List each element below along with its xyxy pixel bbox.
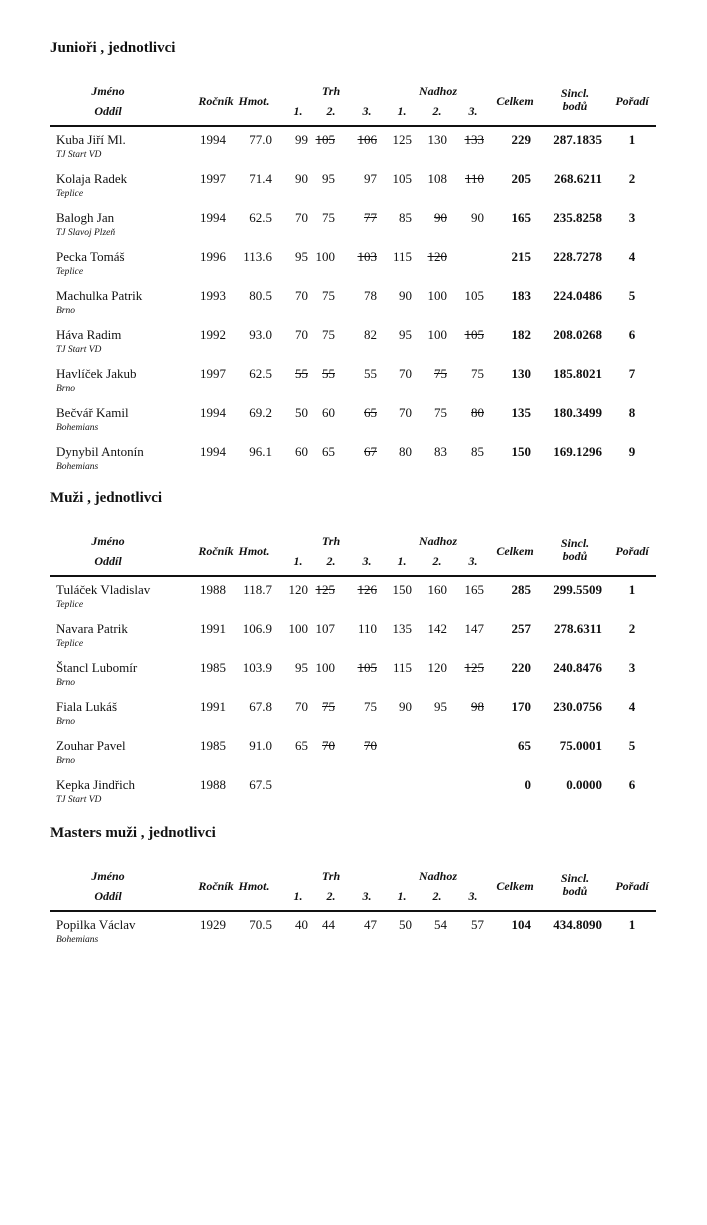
trh-attempt-3: 77: [364, 210, 377, 225]
nadhoz-attempt-2: 100: [427, 288, 447, 303]
nadhoz-attempt-2: 142: [427, 621, 447, 636]
athlete-club: Teplice: [56, 189, 84, 199]
table-row: [50, 444, 656, 482]
athlete-club: Teplice: [56, 639, 84, 649]
header-nadhoz: Nadhoz: [418, 534, 458, 548]
table-row: [50, 210, 656, 248]
header-jmeno: Jméno: [91, 84, 125, 98]
sinclair-points: 278.6311: [553, 621, 602, 636]
rank: 7: [628, 366, 636, 381]
trh-attempt-3: 106: [357, 132, 377, 147]
header-trh-2: 2.: [326, 889, 336, 903]
trh-attempt-3: 65: [364, 405, 377, 420]
sinclair-points: 240.8476: [553, 660, 602, 675]
body-weight: 70.5: [249, 917, 272, 932]
nadhoz-attempt-1: 90: [399, 699, 412, 714]
header-rule: [50, 575, 656, 577]
results-section: [50, 40, 656, 472]
trh-attempt-2: 60: [322, 405, 335, 420]
trh-attempt-3: 105: [357, 660, 377, 675]
trh-attempt-1: 70: [295, 699, 308, 714]
body-weight: 118.7: [243, 582, 272, 597]
total-score: 165: [511, 210, 531, 225]
total-score: 130: [511, 366, 531, 381]
body-weight: 77.0: [249, 132, 272, 147]
sinclair-points: 287.1835: [553, 132, 602, 147]
table-header: [50, 80, 656, 128]
header-nadhoz-3: 3.: [468, 889, 478, 903]
rank: 6: [628, 777, 636, 792]
nadhoz-attempt-2: 75: [434, 366, 447, 381]
nadhoz-attempt-1: 135: [392, 621, 412, 636]
athlete-club: Bohemians: [56, 935, 99, 945]
body-weight: 62.5: [249, 366, 272, 381]
trh-attempt-1: 95: [295, 249, 308, 264]
nadhoz-attempt-1: 50: [399, 917, 412, 932]
sinclair-points: 235.8258: [553, 210, 602, 225]
trh-attempt-3: 78: [364, 288, 377, 303]
header-jmeno: Jméno: [91, 534, 125, 548]
birth-year: 1991: [200, 621, 226, 636]
total-score: 285: [511, 582, 531, 597]
athlete-club: Bohemians: [56, 462, 99, 472]
sinclair-points: 299.5509: [553, 582, 602, 597]
nadhoz-attempt-1: 70: [399, 405, 412, 420]
body-weight: 91.0: [249, 738, 272, 753]
header-nadhoz-2: 2.: [432, 554, 442, 568]
trh-attempt-3: 103: [357, 249, 377, 264]
nadhoz-attempt-3: 125: [464, 660, 484, 675]
sinclair-points: 228.7278: [553, 249, 602, 264]
birth-year: 1985: [200, 738, 226, 753]
nadhoz-attempt-3: 57: [471, 917, 484, 932]
rank: 5: [628, 738, 636, 753]
header-poradi: Pořadí: [615, 94, 649, 108]
section-title: Muži , jednotlivci: [50, 490, 163, 506]
table-row: [50, 777, 656, 815]
trh-attempt-2: 95: [322, 171, 335, 186]
birth-year: 1988: [200, 777, 226, 792]
athlete-name: Popilka Václav: [56, 917, 136, 932]
body-weight: 69.2: [249, 405, 272, 420]
birth-year: 1993: [200, 288, 226, 303]
birth-year: 1994: [200, 405, 226, 420]
body-weight: 71.4: [249, 171, 272, 186]
athlete-club: TJ Start VD: [56, 150, 102, 160]
header-poradi: Pořadí: [615, 879, 649, 893]
total-score: 0: [524, 777, 531, 792]
trh-attempt-2: 100: [315, 660, 335, 675]
trh-attempt-3: 70: [364, 738, 377, 753]
nadhoz-attempt-1: 95: [399, 327, 412, 342]
trh-attempt-3: 47: [364, 917, 377, 932]
total-score: 215: [511, 249, 531, 264]
birth-year: 1997: [200, 171, 226, 186]
header-hmot: Hmot.: [238, 544, 270, 558]
birth-year: 1997: [200, 366, 226, 381]
table-row: [50, 171, 656, 209]
birth-year: 1988: [200, 582, 226, 597]
athlete-name: Pecka Tomáš: [56, 249, 125, 264]
trh-attempt-1: 55: [295, 366, 308, 381]
trh-attempt-2: 75: [322, 327, 335, 342]
nadhoz-attempt-2: 130: [427, 132, 447, 147]
athlete-club: TJ Start VD: [56, 795, 102, 805]
total-score: 182: [511, 327, 531, 342]
sinclair-points: 268.6211: [553, 171, 602, 186]
rank: 1: [628, 582, 636, 597]
trh-attempt-2: 75: [322, 210, 335, 225]
athlete-name: Balogh Jan: [56, 210, 115, 225]
body-weight: 67.5: [249, 777, 272, 792]
header-celkem: Celkem: [496, 544, 534, 558]
total-score: 65: [518, 738, 531, 753]
section-title: Masters muži , jednotlivci: [50, 825, 216, 841]
nadhoz-attempt-2: 95: [434, 699, 447, 714]
rank: 2: [628, 621, 636, 636]
nadhoz-attempt-3: 98: [471, 699, 484, 714]
athlete-club: Bohemians: [56, 423, 99, 433]
trh-attempt-3: 82: [364, 327, 377, 342]
rank: 5: [628, 288, 636, 303]
athlete-club: Brno: [56, 306, 75, 316]
birth-year: 1929: [200, 917, 226, 932]
header-trh-1: 1.: [293, 554, 303, 568]
total-score: 183: [511, 288, 531, 303]
body-weight: 67.8: [249, 699, 272, 714]
athlete-name: Havlíček Jakub: [56, 366, 137, 381]
trh-attempt-2: 55: [322, 366, 335, 381]
body-weight: 80.5: [249, 288, 272, 303]
trh-attempt-1: 99: [295, 132, 308, 147]
header-trh-3: 3.: [362, 104, 372, 118]
athlete-club: Teplice: [56, 267, 84, 277]
nadhoz-attempt-2: 120: [427, 249, 447, 264]
athlete-club: TJ Start VD: [56, 345, 102, 355]
athlete-club: TJ Slavoj Plzeň: [56, 228, 116, 238]
header-hmot: Hmot.: [238, 879, 270, 893]
nadhoz-attempt-1: 105: [392, 171, 412, 186]
trh-attempt-2: 107: [315, 621, 335, 636]
header-sincl: Sincl.: [560, 871, 590, 885]
header-rocnik: Ročník: [198, 879, 234, 893]
birth-year: 1992: [200, 327, 226, 342]
header-oddil: Oddíl: [94, 889, 122, 903]
athlete-name: Štancl Lubomír: [56, 660, 138, 675]
header-nadhoz-3: 3.: [468, 104, 478, 118]
header-trh: Trh: [321, 869, 341, 883]
rank: 9: [628, 444, 636, 459]
nadhoz-attempt-1: 85: [399, 210, 412, 225]
nadhoz-attempt-2: 75: [434, 405, 447, 420]
total-score: 220: [511, 660, 531, 675]
table-row: [50, 660, 656, 698]
birth-year: 1996: [200, 249, 226, 264]
header-celkem: Celkem: [496, 94, 534, 108]
sinclair-points: 230.0756: [553, 699, 602, 714]
header-nadhoz-1: 1.: [397, 554, 407, 568]
header-trh-1: 1.: [293, 104, 303, 118]
header-sincl: Sincl.: [560, 86, 590, 100]
trh-attempt-2: 75: [322, 699, 335, 714]
nadhoz-attempt-1: 115: [392, 660, 412, 675]
athlete-club: Brno: [56, 756, 75, 766]
table-row: [50, 917, 656, 955]
total-score: 170: [511, 699, 531, 714]
body-weight: 103.9: [242, 660, 272, 675]
nadhoz-attempt-3: 80: [471, 405, 484, 420]
birth-year: 1985: [200, 660, 226, 675]
athlete-name: Machulka Patrik: [56, 288, 143, 303]
birth-year: 1994: [200, 444, 226, 459]
header-trh-1: 1.: [293, 889, 303, 903]
nadhoz-attempt-3: 133: [464, 132, 484, 147]
header-nadhoz-1: 1.: [397, 104, 407, 118]
header-oddil: Oddíl: [94, 104, 122, 118]
header-rocnik: Ročník: [198, 544, 234, 558]
total-score: 205: [511, 171, 531, 186]
table-row: [50, 699, 656, 737]
table-row: [50, 249, 656, 287]
athlete-name: Kepka Jindřich: [56, 777, 136, 792]
body-weight: 106.9: [242, 621, 272, 636]
sinclair-points: 75.0001: [559, 738, 602, 753]
trh-attempt-2: 105: [315, 132, 335, 147]
header-nadhoz-2: 2.: [432, 104, 442, 118]
header-oddil: Oddíl: [94, 554, 122, 568]
total-score: 135: [511, 405, 531, 420]
results-section: [50, 825, 656, 1225]
header-sincl: Sincl.: [560, 536, 590, 550]
nadhoz-attempt-2: 108: [427, 171, 447, 186]
nadhoz-attempt-2: 90: [434, 210, 447, 225]
nadhoz-attempt-3: 85: [471, 444, 484, 459]
header-hmot: Hmot.: [238, 94, 270, 108]
nadhoz-attempt-2: 120: [427, 660, 447, 675]
trh-attempt-2: 44: [322, 917, 335, 932]
header-poradi: Pořadí: [615, 544, 649, 558]
sinclair-points: 185.8021: [553, 366, 602, 381]
header-sincl-body: bodů: [562, 884, 588, 898]
nadhoz-attempt-3: 110: [464, 171, 484, 186]
rank: 2: [628, 171, 636, 186]
table-row: [50, 288, 656, 326]
sinclair-points: 434.8090: [553, 917, 602, 932]
table-row: [50, 327, 656, 365]
rank: 1: [628, 132, 636, 147]
trh-attempt-2: 100: [315, 249, 335, 264]
header-trh-2: 2.: [326, 104, 336, 118]
nadhoz-attempt-2: 100: [427, 327, 447, 342]
trh-attempt-1: 70: [295, 327, 308, 342]
table-row: [50, 738, 656, 776]
trh-attempt-2: 70: [322, 738, 335, 753]
athlete-name: Zouhar Pavel: [56, 738, 126, 753]
header-trh-2: 2.: [326, 554, 336, 568]
rank: 4: [628, 699, 636, 714]
athlete-club: Teplice: [56, 600, 84, 610]
trh-attempt-2: 75: [322, 288, 335, 303]
section-title: Junioři , jednotlivci: [50, 40, 176, 56]
nadhoz-attempt-1: 90: [399, 288, 412, 303]
trh-attempt-3: 75: [364, 699, 377, 714]
nadhoz-attempt-1: 125: [392, 132, 412, 147]
trh-attempt-1: 70: [295, 288, 308, 303]
header-sincl-body: bodů: [562, 99, 588, 113]
header-nadhoz-3: 3.: [468, 554, 478, 568]
sinclair-points: 169.1296: [553, 444, 602, 459]
nadhoz-attempt-3: 105: [464, 288, 484, 303]
trh-attempt-3: 67: [364, 444, 377, 459]
nadhoz-attempt-3: 105: [464, 327, 484, 342]
table-row: [50, 582, 656, 620]
rank: 8: [628, 405, 636, 420]
body-weight: 96.1: [249, 444, 272, 459]
header-rule: [50, 910, 656, 912]
header-nadhoz-2: 2.: [432, 889, 442, 903]
birth-year: 1994: [200, 210, 226, 225]
rank: 3: [628, 660, 636, 675]
header-trh-3: 3.: [362, 889, 372, 903]
sinclair-points: 224.0486: [553, 288, 602, 303]
rank: 3: [628, 210, 636, 225]
nadhoz-attempt-1: 115: [392, 249, 412, 264]
athlete-name: Kolaja Radek: [56, 171, 128, 186]
sinclair-points: 180.3499: [553, 405, 602, 420]
trh-attempt-3: 97: [364, 171, 377, 186]
athlete-club: Brno: [56, 384, 75, 394]
trh-attempt-1: 65: [295, 738, 308, 753]
nadhoz-attempt-1: 70: [399, 366, 412, 381]
header-trh-3: 3.: [362, 554, 372, 568]
nadhoz-attempt-2: 160: [427, 582, 447, 597]
table-row: [50, 621, 656, 659]
trh-attempt-1: 60: [295, 444, 308, 459]
table-row: [50, 132, 656, 170]
nadhoz-attempt-3: 90: [471, 210, 484, 225]
athlete-name: Dynybil Antonín: [56, 444, 144, 459]
athlete-name: Tuláček Vladislav: [56, 582, 151, 597]
header-nadhoz: Nadhoz: [418, 84, 458, 98]
athlete-name: Navara Patrik: [56, 621, 128, 636]
trh-attempt-3: 55: [364, 366, 377, 381]
athlete-name: Kuba Jiří Ml.: [56, 132, 126, 147]
rank: 1: [628, 917, 636, 932]
table-row: [50, 366, 656, 404]
trh-attempt-1: 95: [295, 660, 308, 675]
trh-attempt-1: 50: [295, 405, 308, 420]
table-header: [50, 530, 656, 578]
trh-attempt-1: 90: [295, 171, 308, 186]
header-rule: [50, 125, 656, 127]
athlete-name: Bečvář Kamil: [56, 405, 129, 420]
trh-attempt-3: 126: [357, 582, 377, 597]
trh-attempt-1: 120: [288, 582, 308, 597]
total-score: 257: [511, 621, 531, 636]
body-weight: 93.0: [249, 327, 272, 342]
athlete-name: Háva Radim: [56, 327, 122, 342]
trh-attempt-3: 110: [357, 621, 377, 636]
table-row: [50, 405, 656, 443]
header-trh: Trh: [321, 84, 341, 98]
header-sincl-body: bodů: [562, 549, 588, 563]
trh-attempt-2: 125: [315, 582, 335, 597]
header-rocnik: Ročník: [198, 94, 234, 108]
birth-year: 1991: [200, 699, 226, 714]
athlete-club: Brno: [56, 717, 75, 727]
header-nadhoz-1: 1.: [397, 889, 407, 903]
total-score: 150: [511, 444, 531, 459]
total-score: 229: [511, 132, 531, 147]
trh-attempt-1: 100: [288, 621, 308, 636]
nadhoz-attempt-2: 54: [434, 917, 447, 932]
total-score: 104: [511, 917, 531, 932]
athlete-name: Fiala Lukáš: [56, 699, 118, 714]
rank: 6: [628, 327, 636, 342]
header-jmeno: Jméno: [91, 869, 125, 883]
trh-attempt-1: 40: [295, 917, 308, 932]
table-header: [50, 865, 656, 913]
nadhoz-attempt-3: 165: [464, 582, 484, 597]
trh-attempt-2: 65: [322, 444, 335, 459]
nadhoz-attempt-3: 75: [471, 366, 484, 381]
nadhoz-attempt-1: 80: [399, 444, 412, 459]
body-weight: 113.6: [243, 249, 272, 264]
nadhoz-attempt-1: 150: [392, 582, 412, 597]
trh-attempt-1: 70: [295, 210, 308, 225]
header-celkem: Celkem: [496, 879, 534, 893]
header-trh: Trh: [321, 534, 341, 548]
sinclair-points: 208.0268: [553, 327, 602, 342]
body-weight: 62.5: [249, 210, 272, 225]
rank: 4: [628, 249, 636, 264]
athlete-club: Brno: [56, 678, 75, 688]
nadhoz-attempt-3: 147: [464, 621, 484, 636]
header-nadhoz: Nadhoz: [418, 869, 458, 883]
birth-year: 1994: [200, 132, 226, 147]
nadhoz-attempt-2: 83: [434, 444, 447, 459]
sinclair-points: 0.0000: [566, 777, 602, 792]
